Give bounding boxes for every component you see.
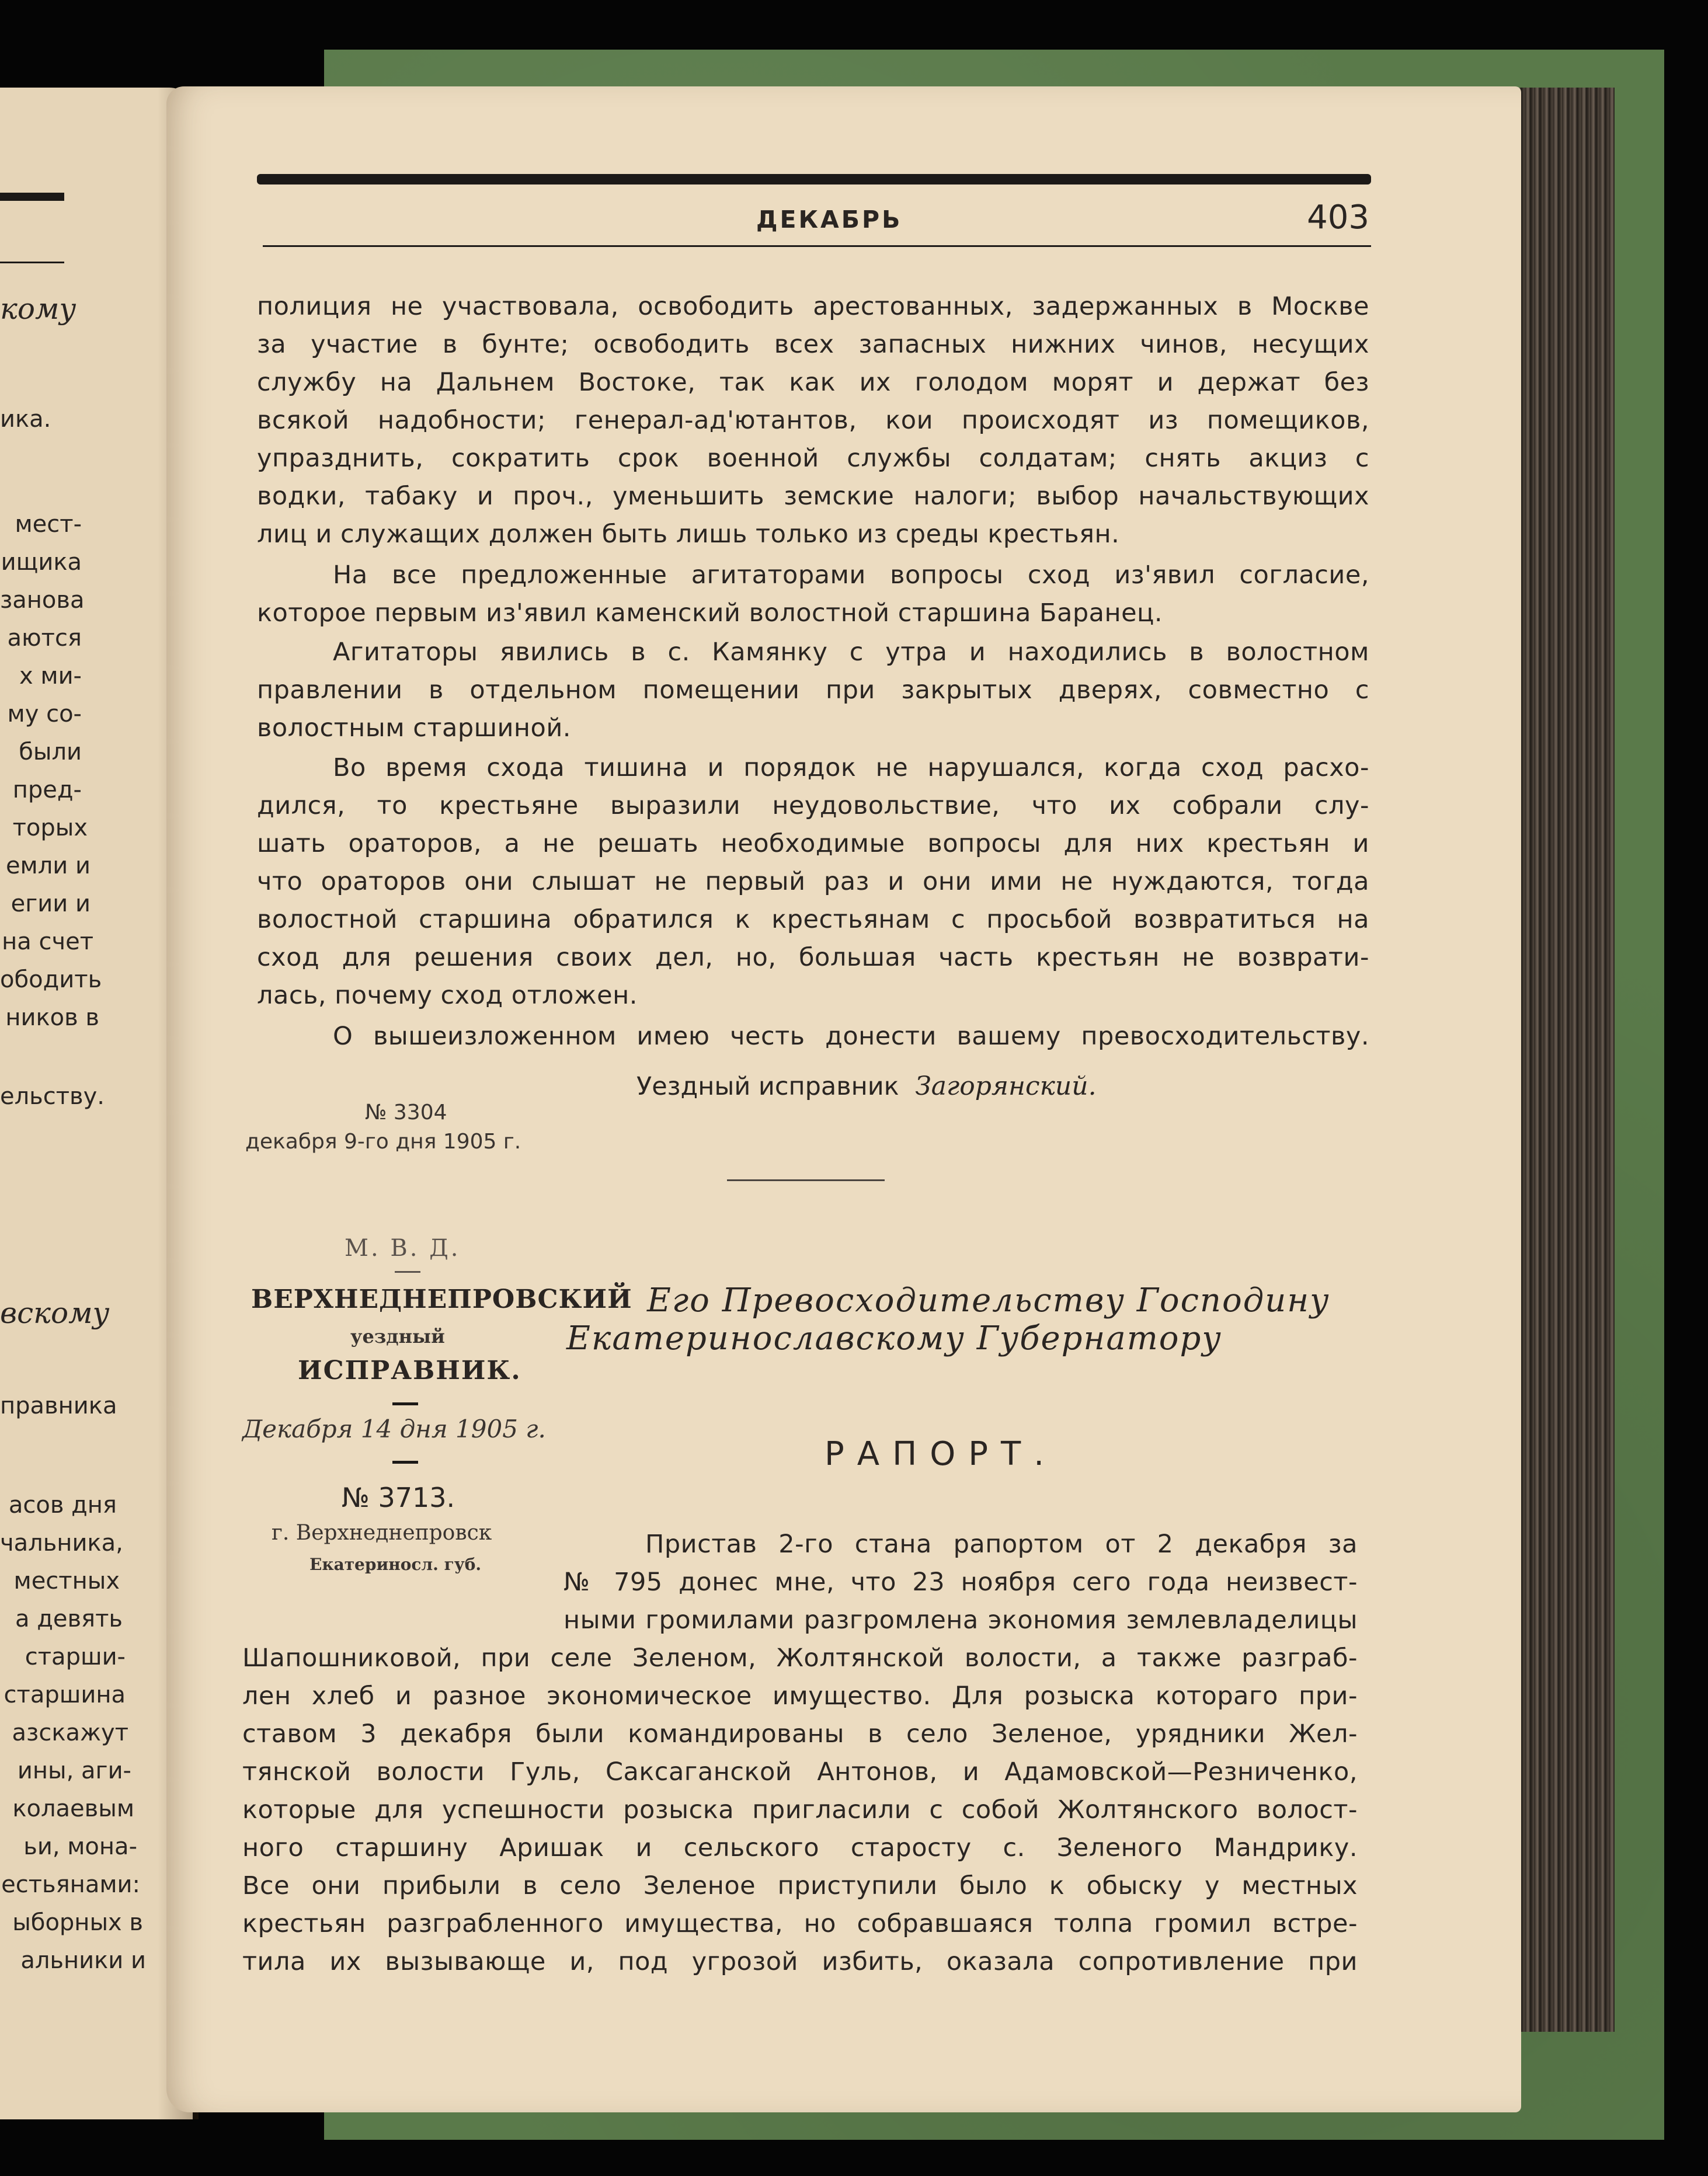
left-fragment: х ми- (19, 663, 82, 690)
left-page-header-rule (0, 193, 64, 201)
left-fragment: чальника, (0, 1530, 123, 1557)
report2-line: ными громилами разгромлена экономия землевладелицы (563, 1606, 1358, 1635)
report1-line: полиция не участвовала, освободить арестованных, задержанных в Москве (257, 292, 1369, 321)
stamp-ministry: М. В. Д. (345, 1235, 461, 1262)
left-fragment: асов дня (8, 1492, 117, 1519)
left-fragment: старши- (25, 1644, 126, 1670)
left-fragment: занова (0, 587, 85, 614)
left-fragment: местных (13, 1568, 120, 1594)
left-fragment: кому (0, 292, 76, 326)
left-fragment: ищика (1, 549, 82, 576)
left-fragment: аются (7, 625, 82, 652)
report2-line: тянской волости Гуль, Саксаганской Антонов, и Адамовской—Резниченко, (242, 1757, 1358, 1787)
header-thick-rule (257, 174, 1371, 184)
left-fragment: ины, аги- (17, 1757, 131, 1784)
report2-line: ного старшину Аришак и сельского старосту с. Зеленого Мандрику. (242, 1833, 1358, 1862)
report1-line: Агитаторы явились в с. Камянку с утра и находились в волостном (333, 638, 1369, 667)
stamp-number: № 3713. (342, 1482, 455, 1513)
signature-title: Уездный исправник (636, 1072, 899, 1101)
report1-line: шать ораторов, а не решать необходимые вопросы для них крестьян и (257, 829, 1369, 858)
report2-line: лен хлеб и разное экономическое имущество. Для розыска котораго при- (242, 1681, 1358, 1711)
left-fragment: ников в (5, 1004, 99, 1031)
page-edges (1515, 88, 1615, 2032)
report1-line: сход для решения своих дел, но, большая часть крестьян не возврати- (257, 943, 1369, 972)
report1-line: что ораторов они слышат не первый раз и они ими не нуждаются, тогда (257, 867, 1369, 896)
left-fragment: ьи, мона- (23, 1833, 137, 1860)
left-fragment: ыборных в (12, 1909, 143, 1936)
stamp-ornament (395, 1271, 420, 1273)
left-fragment: колаевым (12, 1795, 134, 1822)
stamp-date: Декабря 14 дня 1905 г. (242, 1415, 546, 1443)
stamp-dash (392, 1402, 418, 1405)
section-divider (727, 1179, 885, 1181)
addressee-line2: Екатеринославскому Губернатору (566, 1319, 1222, 1357)
stamp-office: ВЕРХНЕДНЕПРОВСКИЙ (251, 1284, 632, 1314)
report2-heading: РАПОРТ. (825, 1435, 1058, 1473)
left-fragment: ика. (0, 406, 51, 433)
report1-line: водки, табаку и проч., уменьшить земские налоги; выбор начальствующих (257, 482, 1369, 511)
report1-line: Во время схода тишина и порядок не нарушался, когда сход расхо- (333, 753, 1369, 782)
left-fragment: правника (0, 1392, 117, 1419)
left-fragment: ободить (0, 966, 102, 993)
report1-line: упразднить, сократить срок военной службы солдатам; снять акциз с (257, 444, 1369, 473)
stamp-province: Екатериносл. губ. (309, 1555, 482, 1574)
header-thin-rule (263, 245, 1371, 247)
left-fragment: альники и (20, 1947, 146, 1974)
stamp-city: г. Верхнеднепровск (272, 1521, 492, 1545)
left-fragment: вскому (0, 1296, 110, 1330)
report1-line: лиц и служащих должен быть лишь только из среды крестьян. (257, 520, 1120, 549)
left-fragment: торых (12, 814, 88, 841)
signature-name: Загорянский. (915, 1071, 1097, 1101)
left-fragment: мест- (15, 511, 82, 538)
report1-line: всякой надобности; генерал-ад'ютантов, кои происходят из помещиков, (257, 406, 1369, 435)
report1-line: службу на Дальнем Востоке, так как их голодом морят и держат без (257, 368, 1369, 397)
left-fragment: пред- (12, 777, 82, 803)
report1-line: дился, то крестьяне выразили неудовольствие, что их собрали слу- (257, 791, 1369, 820)
report1-date: декабря 9-го дня 1905 г. (245, 1130, 521, 1154)
left-fragment: на счет (2, 928, 93, 955)
report1-line: которое первым из'явил каменский волостной старшина Баранец. (257, 598, 1163, 628)
report1-line: волостной старшина обратился к крестьянам с просьбой возвратиться на (257, 905, 1369, 934)
report2-line: Шапошниковой, при селе Зеленом, Жолтянской волости, а также разграб- (242, 1644, 1358, 1673)
left-fragment: азскажут (12, 1719, 128, 1746)
left-fragment: были (19, 739, 82, 765)
header-month: ДЕКАБРЬ (756, 206, 903, 234)
left-fragment: емли и (5, 852, 91, 879)
report1-signature (636, 1071, 1097, 1101)
left-fragment: ельству. (0, 1083, 105, 1110)
left-fragment: а девять (15, 1606, 123, 1632)
addressee-line1: Его Превосходительству Господину (647, 1282, 1330, 1319)
page-number: 403 (1307, 199, 1369, 236)
left-fragment: егии и (11, 890, 91, 917)
report2-line: которые для успешности розыска пригласили с собой Жолтянского волост- (242, 1795, 1358, 1825)
report1-line: за участие в бунте; освободить всех запасных нижних чинов, несущих (257, 330, 1369, 359)
stamp-district: уездный (350, 1325, 445, 1348)
left-page-header-thin-rule (0, 262, 64, 263)
report1-line: На все предложенные агитаторами вопросы сход из'явил согласие, (333, 560, 1369, 590)
report1-number: № 3304 (365, 1101, 447, 1124)
report1-line: волостным старшиной. (257, 713, 571, 743)
report2-line: № 795 донес мне, что 23 ноября сего года неизвест- (563, 1568, 1358, 1597)
left-fragment: естьянами: (1, 1871, 140, 1898)
report2-line: Все они прибыли в село Зеленое приступили было к обыску у местных (242, 1871, 1358, 1900)
report1-line: О вышеизложенном имею честь донести вашему превосходительству. (333, 1022, 1369, 1051)
report1-line: правлении в отдельном помещении при закрытых дверях, совместно с (257, 676, 1369, 705)
stamp-dash (392, 1461, 418, 1464)
report2-line: Пристав 2-го стана рапортом от 2 декабря за (645, 1530, 1358, 1559)
report2-line: тила их вызывающе и, под угрозой избить, оказала сопротивление при (242, 1947, 1358, 1976)
stamp-title: ИСПРАВНИК. (298, 1356, 521, 1385)
left-fragment: му со- (7, 701, 82, 727)
report2-line: крестьян разграбленного имущества, но собравшаяся толпа громил встре- (242, 1909, 1358, 1938)
left-fragment: старшина (4, 1681, 126, 1708)
report2-line: ставом 3 декабря были командированы в село Зеленое, урядники Жел- (242, 1719, 1358, 1749)
report1-line: лась, почему сход отложен. (257, 981, 638, 1010)
